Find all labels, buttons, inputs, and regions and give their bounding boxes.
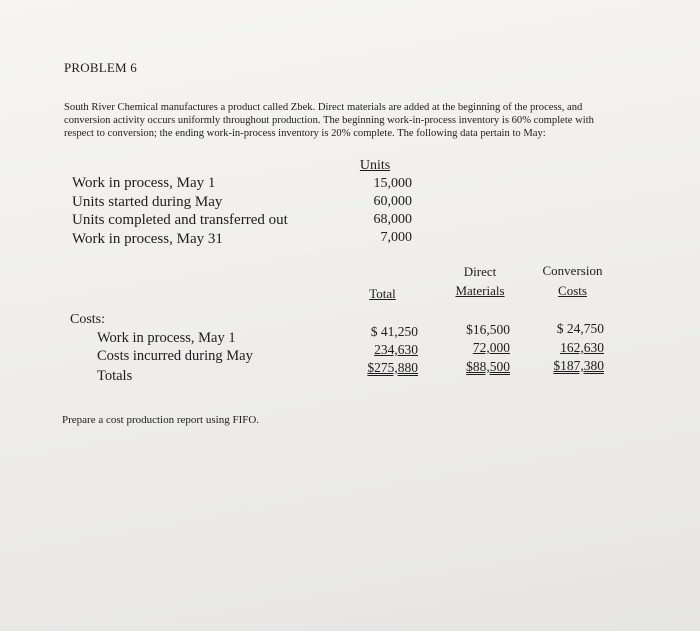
units-header: Units: [359, 158, 391, 173]
cost-row-label: Work in process, May 1: [97, 330, 236, 346]
cost-direct-cell: $16,500: [466, 322, 510, 337]
cost-conversion-cell: 162,630: [560, 340, 604, 355]
units-row-value: 68,000: [373, 212, 412, 227]
column-header-materials: Materials: [455, 283, 505, 298]
cost-direct-cell: $88,500: [466, 359, 510, 374]
cost-direct-cell: 72,000: [472, 340, 510, 355]
units-row-value: 15,000: [373, 176, 412, 191]
cost-row-label: Costs incurred during May: [97, 348, 253, 364]
intro-line: respect to conversion; the ending work-in-process inventory is 20% complete. The following data pertain to May:: [64, 128, 546, 139]
problem-intro: [64, 101, 654, 140]
cost-conversion-cell: $187,380: [553, 358, 604, 373]
intro-line: conversion activity occurs uniformly throughout production. The beginning work-in-process inventory is 60% complete with: [64, 115, 594, 126]
cost-row-label: Totals: [97, 368, 133, 384]
column-header-costs: Costs: [558, 283, 587, 298]
units-row-label: Units started during May: [72, 194, 223, 210]
cost-total-cell: $275,880: [367, 360, 418, 375]
problem-title: PROBLEM 6: [64, 60, 137, 75]
column-header-conversion: Conversion: [542, 263, 603, 278]
instruction-text: Prepare a cost production report using FIFO.: [62, 414, 260, 426]
cost-total-cell: $ 41,250: [370, 324, 418, 339]
cost-conversion-cell: $ 24,750: [556, 321, 604, 336]
cost-total-cell: 234,630: [374, 342, 418, 357]
column-header-total: Total: [369, 286, 396, 301]
costs-section-label: Costs:: [70, 312, 106, 327]
units-row-value: 60,000: [373, 194, 412, 209]
units-row-label: Units completed and transferred out: [72, 212, 288, 228]
units-row-value: 7,000: [380, 230, 412, 245]
intro-line: South River Chemical manufactures a product called Zbek. Direct materials are added at the beginning of the process, and: [64, 102, 583, 113]
units-row-label: Work in process, May 31: [72, 231, 223, 247]
column-header-direct: Direct: [463, 264, 497, 279]
units-row-label: Work in process, May 1: [72, 175, 216, 191]
